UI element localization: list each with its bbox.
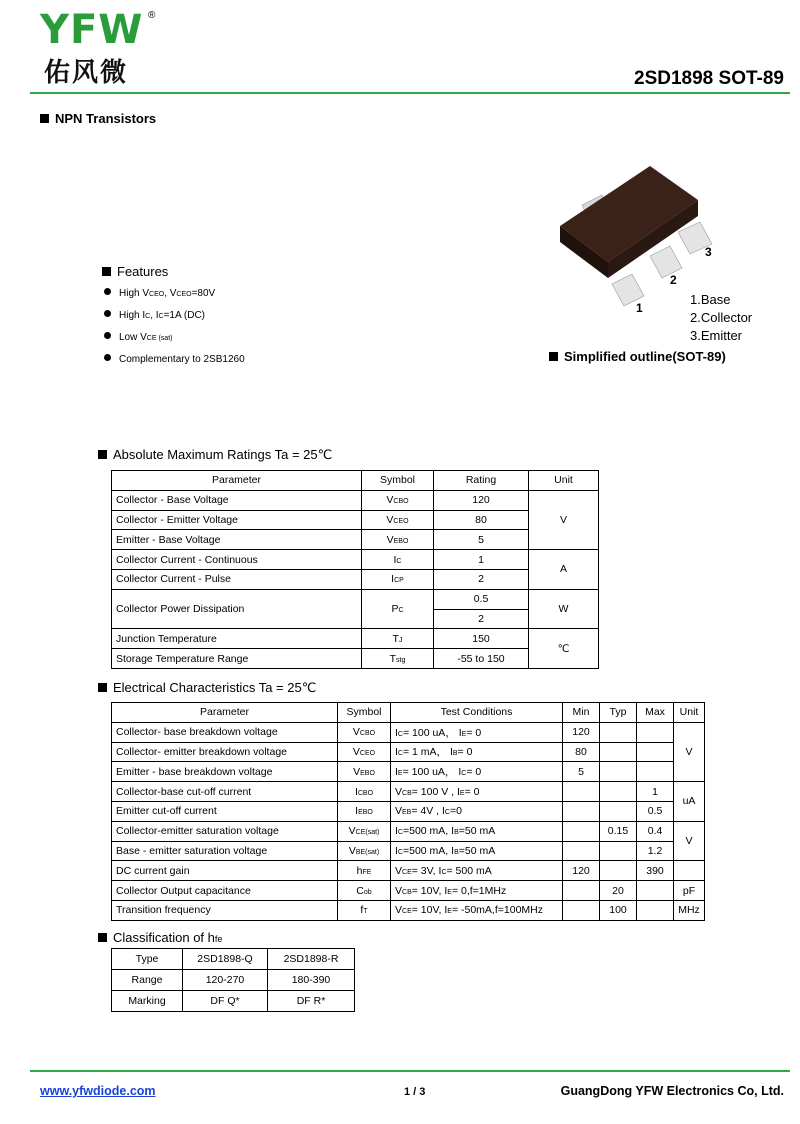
cell-param: Collector- emitter breakdown voltage — [112, 742, 338, 762]
cell: 120-270 — [183, 970, 268, 991]
cell-cond: IC= 100 uA， IE= 0 — [391, 722, 563, 742]
col-header: Parameter — [112, 471, 362, 491]
cell-symbol: VCBO — [338, 722, 391, 742]
cell-symbol: IC — [362, 550, 434, 570]
cell-typ — [600, 861, 637, 881]
cell-param: Collector Power Dissipation — [112, 589, 362, 629]
features-list — [104, 283, 245, 370]
cell-unit: W — [529, 589, 599, 629]
registered-mark: ® — [148, 10, 156, 21]
table-row — [112, 490, 599, 510]
cell-param: Collector Output capacitance — [112, 881, 338, 901]
table-row — [112, 949, 355, 970]
cell-cond: VCE= 3V, IC= 500 mA — [391, 861, 563, 881]
table-row — [112, 991, 355, 1012]
cell-param: Collector Current - Pulse — [112, 569, 362, 589]
table-row — [112, 782, 705, 802]
company-name: GuangDong YFW Electronics Co, Ltd. — [560, 1084, 784, 1098]
cell-min: 80 — [563, 742, 600, 762]
header-rule — [30, 92, 790, 94]
cell-max — [637, 742, 674, 762]
cell: 2SD1898-R — [268, 949, 355, 970]
cell-param: Collector-emitter saturation voltage — [112, 821, 338, 841]
table-row — [112, 881, 705, 901]
cell-symbol: VEBO — [338, 762, 391, 782]
cell-typ: 100 — [600, 900, 637, 920]
classification-table — [111, 948, 355, 1012]
cell-symbol: ICBO — [338, 782, 391, 802]
cell-rating: 1 — [434, 550, 529, 570]
cell-min — [563, 821, 600, 841]
cell-param: Junction Temperature — [112, 629, 362, 649]
cell-cond: IE= 100 uA， IC= 0 — [391, 762, 563, 782]
cell-symbol: Tstg — [362, 649, 434, 669]
cell-param: Base - emitter saturation voltage — [112, 841, 338, 861]
cell-param: Collector Current - Continuous — [112, 550, 362, 570]
footer-rule — [30, 1070, 790, 1072]
cell-symbol: IEBO — [338, 801, 391, 821]
cell-typ: 20 — [600, 881, 637, 901]
col-header: Parameter — [112, 703, 338, 723]
table-row — [112, 970, 355, 991]
cell-rating: -55 to 150 — [434, 649, 529, 669]
cell-cond: IC=500 mA, IB=50 mA — [391, 821, 563, 841]
square-bullet-icon — [102, 267, 111, 276]
cell-min: 120 — [563, 722, 600, 742]
table-row — [112, 550, 599, 570]
cell: Range — [112, 970, 183, 991]
col-header: Symbol — [338, 703, 391, 723]
page-number: 1 / 3 — [404, 1086, 426, 1098]
elec-heading: Electrical Characteristics Ta = 25℃ — [98, 680, 316, 696]
cell-param: Collector- base breakdown voltage — [112, 722, 338, 742]
cell-cond: VCB= 10V, IE= 0,f=1MHz — [391, 881, 563, 901]
cell-min: 120 — [563, 861, 600, 881]
square-bullet-icon — [98, 450, 107, 459]
package-caption: Simplified outline(SOT-89) — [549, 349, 726, 364]
cell-symbol: fT — [338, 900, 391, 920]
pin-label-base: 1.Base — [690, 292, 731, 307]
cell-typ — [600, 762, 637, 782]
bullet-icon — [104, 310, 111, 317]
cell-symbol: ICP — [362, 569, 434, 589]
feature-item: High VCEO, VCEO=80V — [104, 283, 245, 305]
cell-param: DC current gain — [112, 861, 338, 881]
cell-symbol: TJ — [362, 629, 434, 649]
type-heading: NPN Transistors — [40, 111, 156, 126]
col-header: Test Conditions — [391, 703, 563, 723]
table-row — [112, 722, 705, 742]
col-header: Max — [637, 703, 674, 723]
abs-max-heading: Absolute Maximum Ratings Ta = 25℃ — [98, 447, 332, 463]
table-row — [112, 742, 705, 762]
feature-item: Low VCE (sat) — [104, 327, 245, 349]
cell-symbol: VCEO — [338, 742, 391, 762]
bullet-icon — [104, 354, 111, 361]
cell-rating: 2 — [434, 609, 529, 629]
cell-typ — [600, 742, 637, 762]
cell-max — [637, 881, 674, 901]
cell-rating: 80 — [434, 510, 529, 530]
cell-rating: 5 — [434, 530, 529, 550]
logo: YFW — [40, 7, 144, 53]
cell-typ — [600, 782, 637, 802]
feature-item: High IC, IC=1A (DC) — [104, 305, 245, 327]
logo-chinese: 佑风微 — [44, 58, 129, 88]
cell-param: Emitter cut-off current — [112, 801, 338, 821]
cell-max — [637, 762, 674, 782]
cell-unit: uA — [674, 782, 705, 822]
cell-symbol: VCBO — [362, 490, 434, 510]
col-header: Symbol — [362, 471, 434, 491]
cell-min: 5 — [563, 762, 600, 782]
bullet-icon — [104, 332, 111, 339]
square-bullet-icon — [40, 114, 49, 123]
cell: Marking — [112, 991, 183, 1012]
cell-typ — [600, 801, 637, 821]
cell-cond: VCE= 10V, IE= -50mA,f=100MHz — [391, 900, 563, 920]
cell-cond: IC=500 mA, IB=50 mA — [391, 841, 563, 861]
pin-number-1: 1 — [636, 301, 643, 315]
cell-max: 0.4 — [637, 821, 674, 841]
cell-max: 1.2 — [637, 841, 674, 861]
cell-unit: V — [674, 821, 705, 861]
cell-param: Emitter - base breakdown voltage — [112, 762, 338, 782]
cell-max: 1 — [637, 782, 674, 802]
classification-heading: Classification of hfe — [98, 930, 222, 945]
table-row — [112, 530, 599, 550]
col-header: Rating — [434, 471, 529, 491]
col-header: Typ — [600, 703, 637, 723]
table-row — [112, 589, 599, 609]
cell-unit — [674, 861, 705, 881]
website-link[interactable]: www.yfwdiode.com — [40, 1084, 156, 1098]
square-bullet-icon — [98, 933, 107, 942]
cell-symbol: hFE — [338, 861, 391, 881]
table-row — [112, 821, 705, 841]
cell-unit: V — [674, 722, 705, 781]
cell-max: 390 — [637, 861, 674, 881]
cell-param: Collector - Base Voltage — [112, 490, 362, 510]
cell-param: Transition frequency — [112, 900, 338, 920]
cell-typ — [600, 841, 637, 861]
features-heading: Features — [102, 264, 168, 279]
cell-cond: VEB= 4V , IC=0 — [391, 801, 563, 821]
cell: DF R* — [268, 991, 355, 1012]
bullet-icon — [104, 288, 111, 295]
cell: 180-390 — [268, 970, 355, 991]
table-row — [112, 649, 599, 669]
cell-max — [637, 900, 674, 920]
cell-unit: V — [529, 490, 599, 549]
cell-param: Collector - Emitter Voltage — [112, 510, 362, 530]
cell-min — [563, 782, 600, 802]
cell-min — [563, 801, 600, 821]
cell-unit: ℃ — [529, 629, 599, 669]
abs-max-table — [111, 470, 599, 669]
cell-cond: IC= 1 mA， IB= 0 — [391, 742, 563, 762]
cell-unit: A — [529, 550, 599, 590]
col-header: Unit — [529, 471, 599, 491]
cell: 2SD1898-Q — [183, 949, 268, 970]
cell-cond: VCB= 100 V , IE= 0 — [391, 782, 563, 802]
cell-symbol: VBE(sat) — [338, 841, 391, 861]
col-header: Min — [563, 703, 600, 723]
pin-label-emitter: 3.Emitter — [690, 328, 743, 343]
table-row — [112, 861, 705, 881]
cell-rating: 120 — [434, 490, 529, 510]
table-row — [112, 510, 599, 530]
col-header: Unit — [674, 703, 705, 723]
table-row — [112, 801, 705, 821]
pin-number-3: 3 — [705, 245, 712, 259]
cell-symbol: VCE(sat) — [338, 821, 391, 841]
square-bullet-icon — [549, 352, 558, 361]
cell-unit: pF — [674, 881, 705, 901]
table-row — [112, 569, 599, 589]
pin-list — [690, 291, 752, 345]
elec-table — [111, 702, 705, 921]
cell-min — [563, 900, 600, 920]
cell-min — [563, 841, 600, 861]
cell-symbol: Cob — [338, 881, 391, 901]
table-row — [112, 629, 599, 649]
pin-number-2: 2 — [670, 273, 677, 287]
cell-unit: MHz — [674, 900, 705, 920]
table-row — [112, 900, 705, 920]
cell-param: Collector-base cut-off current — [112, 782, 338, 802]
cell-param: Emitter - Base Voltage — [112, 530, 362, 550]
cell: Type — [112, 949, 183, 970]
cell-param: Storage Temperature Range — [112, 649, 362, 669]
cell-rating: 2 — [434, 569, 529, 589]
square-bullet-icon — [98, 683, 107, 692]
part-title: 2SD1898 SOT-89 — [634, 68, 784, 89]
cell-symbol: VEBO — [362, 530, 434, 550]
cell-rating: 150 — [434, 629, 529, 649]
cell-typ: 0.15 — [600, 821, 637, 841]
cell-symbol: VCEO — [362, 510, 434, 530]
cell-max — [637, 722, 674, 742]
table-row — [112, 841, 705, 861]
cell-symbol: PC — [362, 589, 434, 629]
cell-max: 0.5 — [637, 801, 674, 821]
cell-rating: 0.5 — [434, 589, 529, 609]
cell: DF Q* — [183, 991, 268, 1012]
feature-item: Complementary to 2SB1260 — [104, 349, 245, 370]
cell-min — [563, 881, 600, 901]
pin-label-collector: 2.Collector — [690, 310, 753, 325]
cell-typ — [600, 722, 637, 742]
table-row — [112, 762, 705, 782]
